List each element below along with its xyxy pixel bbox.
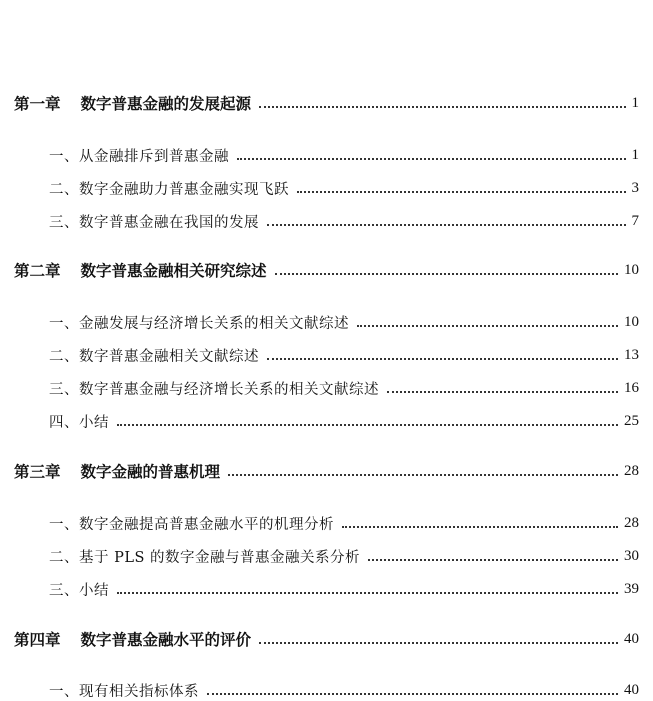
toc-section-1-1[interactable]	[0, 144, 653, 166]
page-number: 1	[631, 94, 639, 111]
toc-section-4-1[interactable]	[0, 679, 653, 701]
toc-section-1-2[interactable]	[0, 177, 653, 199]
chapter-number: 第四章	[14, 631, 61, 649]
chapter-number: 第三章	[14, 463, 61, 481]
dot-leader	[297, 190, 626, 193]
page-number: 40	[624, 630, 639, 647]
toc-chapter-1[interactable]	[0, 92, 653, 114]
section-title: 三、数字普惠金融在我国的发展	[49, 214, 259, 231]
toc-section-2-3[interactable]	[0, 377, 653, 399]
chapter-title: 数字普惠金融相关研究综述	[80, 262, 267, 280]
page-number: 7	[631, 212, 639, 229]
chapter-title: 数字金融的普惠机理	[80, 463, 221, 481]
dot-leader	[357, 324, 618, 327]
page-number: 3	[631, 179, 639, 196]
section-title: 三、数字普惠金融与经济增长关系的相关文献综述	[49, 381, 379, 398]
dot-leader	[207, 692, 618, 695]
section-title: 二、数字普惠金融相关文献综述	[49, 348, 259, 365]
page-number: 28	[624, 514, 639, 531]
page-number: 10	[624, 313, 639, 330]
dot-leader	[368, 558, 618, 561]
section-title: 一、金融发展与经济增长关系的相关文献综述	[49, 315, 349, 332]
page-number: 10	[624, 261, 639, 278]
chapter-number: 第二章	[14, 262, 61, 280]
toc-section-2-4[interactable]	[0, 410, 653, 432]
dot-leader	[117, 591, 618, 594]
section-title: 二、数字金融助力普惠金融实现飞跃	[49, 181, 289, 198]
chapter-number: 第一章	[14, 95, 61, 113]
page-number: 28	[624, 462, 639, 479]
chapter-title: 数字普惠金融水平的评价	[80, 631, 252, 649]
section-title: 一、现有相关指标体系	[49, 683, 199, 700]
toc-section-3-3[interactable]	[0, 578, 653, 600]
toc-chapter-2[interactable]	[0, 259, 653, 281]
section-title: 三、小结	[49, 582, 109, 599]
page-number: 16	[624, 379, 639, 396]
page-number: 30	[624, 547, 639, 564]
toc-section-1-3[interactable]	[0, 210, 653, 232]
dot-leader	[267, 223, 626, 226]
section-title: 一、数字金融提高普惠金融水平的机理分析	[49, 516, 334, 533]
page-number: 25	[624, 412, 639, 429]
toc-section-2-2[interactable]	[0, 344, 653, 366]
dot-leader	[275, 272, 618, 275]
toc-section-3-1[interactable]	[0, 512, 653, 534]
page-number: 40	[624, 681, 639, 698]
section-title: 四、小结	[49, 414, 109, 431]
dot-leader	[237, 157, 626, 160]
chapter-title: 数字普惠金融的发展起源	[80, 95, 252, 113]
toc-section-2-1[interactable]	[0, 311, 653, 333]
dot-leader	[117, 423, 618, 426]
page-number: 13	[624, 346, 639, 363]
page-number: 39	[624, 580, 639, 597]
section-title: 一、从金融排斥到普惠金融	[49, 148, 229, 165]
dot-leader	[259, 641, 618, 644]
toc-chapter-4[interactable]	[0, 628, 653, 650]
toc-chapter-3[interactable]	[0, 460, 653, 482]
section-title: 二、基于 PLS 的数字金融与普惠金融关系分析	[49, 549, 361, 566]
dot-leader	[267, 357, 618, 360]
toc-section-3-2[interactable]	[0, 545, 653, 567]
dot-leader	[228, 473, 618, 476]
dot-leader	[342, 525, 618, 528]
page-number: 1	[631, 146, 639, 163]
dot-leader	[387, 390, 618, 393]
dot-leader	[259, 105, 625, 108]
